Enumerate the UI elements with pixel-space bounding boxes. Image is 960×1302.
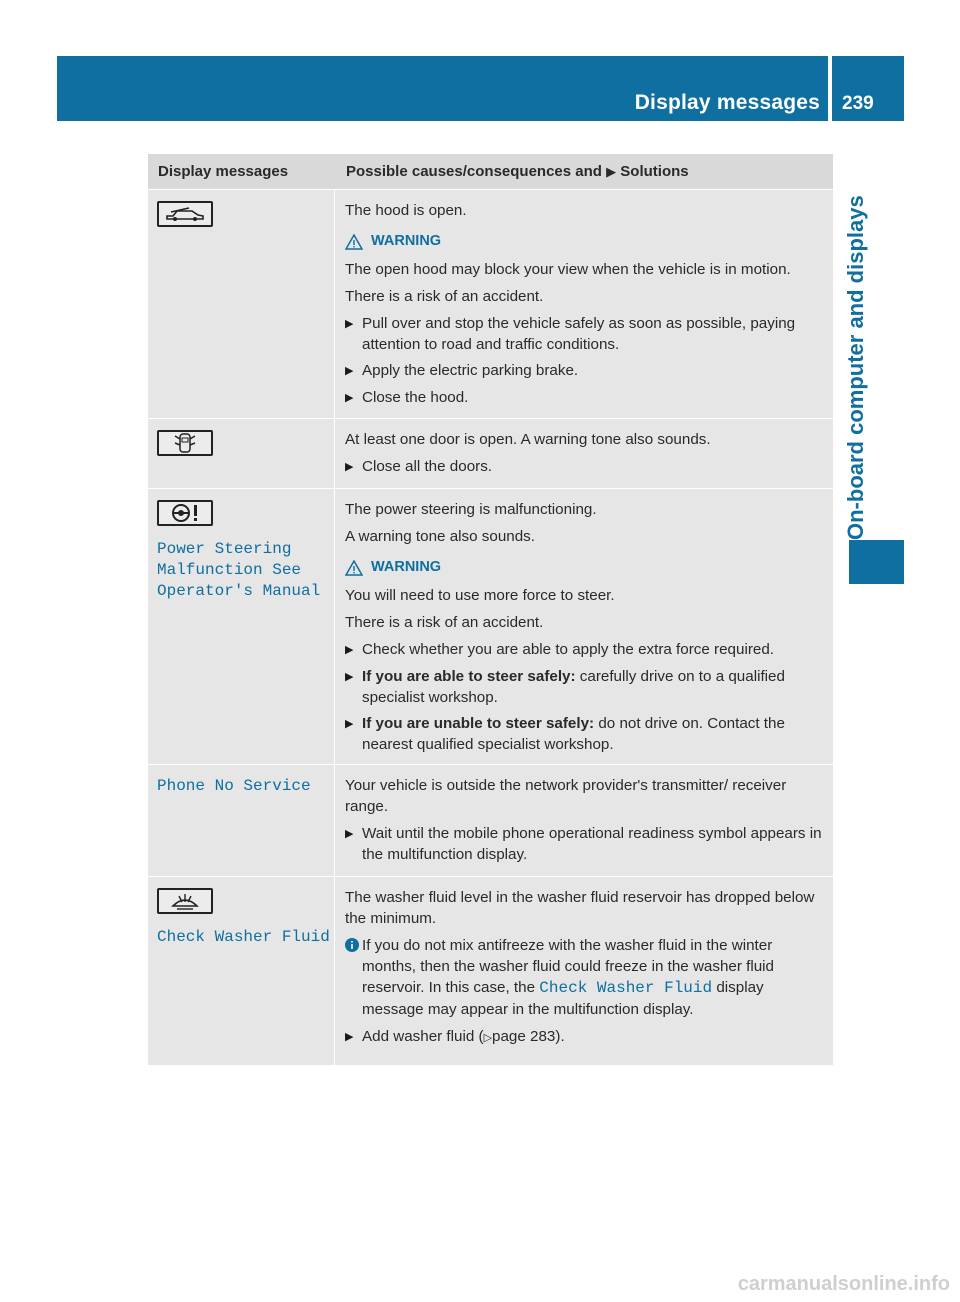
step-arrow-icon: ▶ [345,461,354,473]
triangle-arrow-icon: ▶ [606,164,617,179]
instruction-step [345,666,827,708]
washer-fluid-icon [157,888,213,914]
warning-text: There is a risk of an accident. [345,614,544,631]
steering-warning-icon [157,500,213,526]
watermark: carmanualsonline.info [737,1273,950,1295]
cause-text: A warning tone also sounds. [345,528,535,545]
step-text [362,713,827,755]
info-text-before: If you do not mix antifreeze with the washer fluid in the winter months, then the washer fluid could freeze in the washer fluid reservoir. In this case, the [362,937,774,996]
instruction-step [345,456,827,478]
display-message-line: Phone No Service [157,777,311,795]
causes-cell [335,877,833,1065]
display-cell [148,877,335,1065]
page-number-box [832,56,904,121]
info-icon [345,935,362,1020]
step-arrow-icon: ▶ [345,644,354,656]
cause-text: Your vehicle is outside the network provider's transmitter/ receiver range. [345,777,787,815]
warning-triangle-icon [345,560,363,576]
step-bold-text: If you are unable to steer safely: [362,715,595,732]
causes-cell [335,489,833,764]
page-reference-link[interactable]: page 283 [492,1028,556,1045]
cause-text: The washer fluid level in the washer fluid reservoir has dropped below the minimum. [345,889,815,927]
display-cell [148,765,335,876]
display-cell [148,190,335,418]
step-arrow-icon: ▶ [345,828,354,840]
instruction-step [345,713,827,755]
warning-text: You will need to use more force to steer. [345,587,615,604]
step-arrow-icon: ▶ [345,365,354,377]
step-arrow-icon: ▶ [345,671,354,683]
step-rest-text: do not drive on. Contact the nearest qualified specialist workshop. [362,715,785,753]
hood-open-icon [157,201,213,227]
display-message-line: Malfunction See [157,561,302,579]
step-arrow-icon: ▶ [345,1031,354,1043]
page-number: 239 [842,93,874,114]
side-tab-label: On-board computer and displays [843,195,868,540]
col-header-display: Display messages [158,163,289,180]
instruction-step [345,360,827,382]
side-tab-block [849,540,904,584]
instruction-step [345,387,827,409]
step-text [362,666,827,708]
step-arrow-icon: ▶ [345,318,354,330]
table-row [148,418,833,488]
cause-text: At least one door is open. A warning tone also sounds. [345,431,711,448]
step-text: Close all the doors. [362,458,493,475]
display-messages-table [148,154,833,1065]
instruction-step [345,639,827,661]
instruction-step [345,313,827,355]
page-header-bar [57,56,828,121]
step-text: Close the hood. [362,389,469,406]
table-header [148,154,833,189]
causes-cell [335,190,833,418]
warning-text: The open hood may block your view when the vehicle is in motion. [345,261,791,278]
info-text [362,935,827,1020]
cause-text: The hood is open. [345,202,467,219]
table-row [148,488,833,764]
step-bold-text: If you are able to steer safely: [362,668,576,685]
page-title: Display messages [634,91,820,114]
page-ref-arrow-icon: ▷ [483,1032,493,1044]
warning-triangle-icon [345,234,363,250]
table-row [148,876,833,1065]
causes-cell [335,765,833,876]
step-text: Wait until the mobile phone operational readiness symbol appears in the multifunction display. [362,825,822,863]
step-arrow-icon: ▶ [345,718,354,730]
step-arrow-icon: ▶ [345,392,354,404]
door-open-icon [157,430,213,456]
instruction-step [345,823,827,865]
info-display-message: Check Washer Fluid [539,979,713,997]
warning-text: There is a risk of an accident. [345,288,544,305]
col-header-causes [335,163,833,180]
cause-text: The power steering is malfunctioning. [345,501,597,518]
table-row [148,764,833,876]
display-cell [148,419,335,488]
step-text: Apply the electric parking brake. [362,362,579,379]
instruction-step [345,1026,827,1049]
display-message-line: Power Steering [157,540,292,558]
causes-cell [335,419,833,488]
table-row [148,189,833,418]
col-header-causes-text: Possible causes/consequences and [346,163,607,180]
info-note [345,935,827,1020]
display-message-line: Operator's Manual [157,582,321,600]
warning-label: WARNING [371,233,442,249]
step-text-before: Add washer fluid ( [362,1028,484,1045]
step-text-after: ). [555,1028,565,1045]
col-header-solutions: Solutions [616,163,689,180]
display-message-line: Check Washer Fluid [157,928,330,946]
step-text: Check whether you are able to apply the extra force required. [362,641,774,658]
warning-heading [345,557,827,578]
step-text [362,1026,827,1049]
warning-heading [345,231,827,252]
step-text: Pull over and stop the vehicle safely as soon as possible, paying attention to road and traffic conditions. [362,315,796,353]
display-cell [148,489,335,764]
step-rest-text: carefully drive on to a qualified specialist workshop. [362,668,785,706]
warning-label: WARNING [371,559,442,575]
info-text-after: display message may appear in the multifunction display. [362,979,764,1018]
